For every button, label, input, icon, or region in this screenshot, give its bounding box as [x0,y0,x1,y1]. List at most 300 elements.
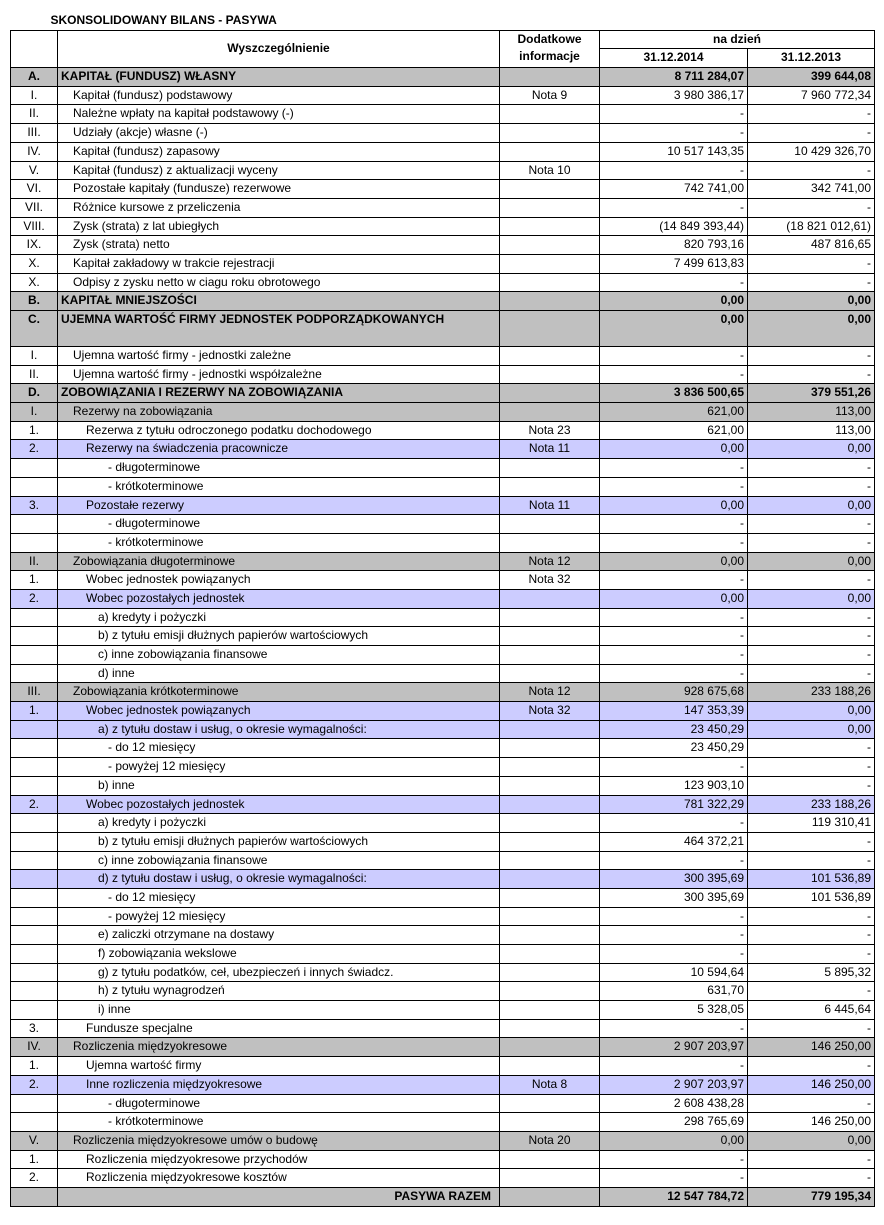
row-description: b) z tytułu emisji dłużnych papierów wartościowych [58,627,500,646]
row-value-2014: 781 322,29 [600,795,748,814]
row-note [500,459,600,478]
table-row [11,1169,875,1188]
row-note [500,198,600,217]
table-row [11,254,875,273]
row-value-2013: - [748,608,875,627]
row-value-2013: 0,00 [748,496,875,515]
row-number [11,664,58,683]
row-note [500,347,600,366]
row-number [11,608,58,627]
row-number: X. [11,254,58,273]
row-note [500,273,600,292]
table-body [11,68,875,1188]
row-value-2014: 0,00 [600,292,748,311]
table-row [11,403,875,422]
table-row [11,236,875,255]
row-number: 3. [11,496,58,515]
table-row [11,608,875,627]
row-number: VII. [11,198,58,217]
table-row [11,515,875,534]
row-description: - krótkoterminowe [58,477,500,496]
row-value-2014: 621,00 [600,403,748,422]
row-note [500,1150,600,1169]
row-note [500,236,600,255]
row-description: g) z tytułu podatków, ceł, ubezpieczeń i innych świadcz. [58,963,500,982]
table-row [11,311,875,347]
row-value-2013: - [748,664,875,683]
row-number [11,758,58,777]
row-value-2014: 123 903,10 [600,776,748,795]
row-number [11,888,58,907]
row-value-2013: - [748,851,875,870]
row-description: Kapitał (fundusz) zapasowy [58,142,500,161]
row-value-2014: 2 608 438,28 [600,1094,748,1113]
row-number: IV. [11,1038,58,1057]
row-description: a) kredyty i pożyczki [58,608,500,627]
row-note [500,627,600,646]
row-value-2013: 0,00 [748,720,875,739]
row-note [500,646,600,665]
table-row [11,142,875,161]
row-description: c) inne zobowiązania finansowe [58,646,500,665]
row-note [500,832,600,851]
row-number [11,739,58,758]
row-value-2013: - [748,1169,875,1188]
header-description [58,30,500,67]
row-value-2013: - [748,945,875,964]
row-number [11,870,58,889]
row-description: - krótkoterminowe [58,533,500,552]
row-number: 2. [11,589,58,608]
header-description-label: Wyszczególnienie [227,41,330,56]
row-value-2013: 146 250,00 [748,1113,875,1132]
total-info-cell [500,1187,600,1206]
row-number: 2. [11,1169,58,1188]
row-number: VIII. [11,217,58,236]
row-number: I. [11,347,58,366]
total-row [11,1187,875,1206]
row-note: Nota 11 [500,440,600,459]
row-description: Kapitał (fundusz) z aktualizacji wyceny [58,161,500,180]
row-number: C. [11,311,58,347]
row-number [11,1001,58,1020]
row-value-2014: 23 450,29 [600,739,748,758]
row-description: Rozliczenia międzyokresowe umów o budowę [58,1131,500,1150]
row-note [500,1019,600,1038]
row-note [500,403,600,422]
row-number [11,1094,58,1113]
table-row [11,124,875,143]
row-note [500,870,600,889]
table-row [11,702,875,721]
header-date-group: na dzień [600,30,875,49]
row-value-2013: 487 816,65 [748,236,875,255]
row-description: Rezerwy na zobowiązania [58,403,500,422]
table-row [11,180,875,199]
row-value-2014: - [600,627,748,646]
row-description: a) z tytułu dostaw i usług, o okresie wymagalności: [58,720,500,739]
table-row [11,347,875,366]
row-description: e) zaliczki otrzymane na dostawy [58,926,500,945]
row-value-2014: - [600,926,748,945]
row-note [500,963,600,982]
row-value-2013: - [748,161,875,180]
row-number: B. [11,292,58,311]
row-note [500,608,600,627]
row-number: III. [11,124,58,143]
row-note: Nota 32 [500,571,600,590]
row-number [11,477,58,496]
row-value-2014: - [600,1057,748,1076]
row-value-2013: 0,00 [748,440,875,459]
row-value-2014: 631,70 [600,982,748,1001]
row-number [11,720,58,739]
row-number [11,515,58,534]
table-row [11,720,875,739]
table-row [11,533,875,552]
row-description: - powyżej 12 miesięcy [58,758,500,777]
row-value-2013: - [748,105,875,124]
row-description: c) inne zobowiązania finansowe [58,851,500,870]
row-number: 2. [11,1075,58,1094]
row-value-2014: - [600,198,748,217]
row-value-2014: - [600,273,748,292]
row-value-2013: 233 188,26 [748,795,875,814]
row-value-2013: 7 960 772,34 [748,86,875,105]
row-description: Ujemna wartość firmy - jednostki zależne [58,347,500,366]
row-note [500,664,600,683]
row-description: Wobec jednostek powiązanych [58,571,500,590]
row-value-2013: 146 250,00 [748,1038,875,1057]
total-value-2014: 12 547 784,72 [600,1187,748,1206]
table-row [11,907,875,926]
row-description: Wobec pozostałych jednostek [58,589,500,608]
row-note [500,311,600,347]
row-value-2014: 147 353,39 [600,702,748,721]
row-value-2014: - [600,758,748,777]
row-value-2014: 10 594,64 [600,963,748,982]
row-description: Kapitał (fundusz) podstawowy [58,86,500,105]
row-note [500,739,600,758]
row-value-2013: - [748,758,875,777]
row-value-2013: 0,00 [748,702,875,721]
row-note [500,105,600,124]
row-value-2014: - [600,814,748,833]
row-number [11,533,58,552]
row-value-2013: 10 429 326,70 [748,142,875,161]
row-value-2014: - [600,608,748,627]
row-value-2014: 3 836 500,65 [600,384,748,403]
row-value-2014: 464 372,21 [600,832,748,851]
row-note [500,292,600,311]
row-value-2013: - [748,627,875,646]
row-description: Zobowiązania długoterminowe [58,552,500,571]
row-note [500,254,600,273]
row-value-2013: - [748,646,875,665]
row-value-2014: 2 907 203,97 [600,1075,748,1094]
row-description: UJEMNA WARTOŚĆ FIRMY JEDNOSTEK PODPORZĄDKOWANYCH [58,311,500,347]
row-value-2013: - [748,365,875,384]
row-value-2014: - [600,124,748,143]
row-value-2014: (14 849 393,44) [600,217,748,236]
row-value-2014: 928 675,68 [600,683,748,702]
row-value-2013: 0,00 [748,552,875,571]
row-number: IX. [11,236,58,255]
row-note [500,945,600,964]
row-note [500,1169,600,1188]
row-value-2013: - [748,124,875,143]
row-description: i) inne [58,1001,500,1020]
table-row [11,776,875,795]
row-note [500,1113,600,1132]
total-value-2013: 779 195,34 [748,1187,875,1206]
row-note [500,533,600,552]
table-row [11,365,875,384]
row-number [11,963,58,982]
table-row [11,86,875,105]
header-info [500,30,600,67]
row-note [500,907,600,926]
row-value-2013: - [748,347,875,366]
row-number: I. [11,403,58,422]
row-value-2013: 0,00 [748,292,875,311]
table-row [11,814,875,833]
table-row [11,1075,875,1094]
row-number: 1. [11,702,58,721]
row-description: - do 12 miesięcy [58,888,500,907]
row-number [11,646,58,665]
row-value-2014: - [600,851,748,870]
table-row [11,664,875,683]
row-number: D. [11,384,58,403]
row-number [11,926,58,945]
row-value-2014: - [600,646,748,665]
table-row [11,105,875,124]
row-note [500,217,600,236]
row-note [500,1001,600,1020]
table-row [11,1019,875,1038]
row-value-2014: 0,00 [600,1131,748,1150]
row-description: KAPITAŁ (FUNDUSZ) WŁASNY [58,68,500,87]
row-value-2014: - [600,1019,748,1038]
row-note [500,758,600,777]
total-label: PASYWA RAZEM [58,1187,500,1206]
row-description: - powyżej 12 miesięcy [58,907,500,926]
row-note [500,1038,600,1057]
row-value-2014: - [600,365,748,384]
row-number: V. [11,161,58,180]
row-value-2013: 6 445,64 [748,1001,875,1020]
row-value-2013: - [748,571,875,590]
row-note [500,776,600,795]
row-note [500,888,600,907]
table-row [11,982,875,1001]
table-row [11,1150,875,1169]
row-description: a) kredyty i pożyczki [58,814,500,833]
row-number: 1. [11,1057,58,1076]
table-row [11,440,875,459]
row-description: Ujemna wartość firmy - jednostki współzależne [58,365,500,384]
row-description: ZOBOWIĄZANIA I REZERWY NA ZOBOWIĄZANIA [58,384,500,403]
row-note: Nota 12 [500,683,600,702]
row-note [500,851,600,870]
row-value-2014: 23 450,29 [600,720,748,739]
row-description: - długoterminowe [58,515,500,534]
row-description: Inne rozliczenia międzyokresowe [58,1075,500,1094]
table-row [11,795,875,814]
row-value-2014: - [600,161,748,180]
row-number [11,627,58,646]
table-row [11,646,875,665]
row-value-2014: - [600,907,748,926]
row-value-2014: 300 395,69 [600,870,748,889]
row-number: 3. [11,1019,58,1038]
row-value-2013: - [748,477,875,496]
row-value-2014: - [600,571,748,590]
row-value-2014: 5 328,05 [600,1001,748,1020]
table-row [11,217,875,236]
total-number-cell [11,1187,58,1206]
row-number: II. [11,365,58,384]
row-value-2013: - [748,254,875,273]
table-row [11,198,875,217]
row-value-2013: 101 536,89 [748,888,875,907]
row-value-2013: - [748,1019,875,1038]
row-value-2014: 0,00 [600,440,748,459]
row-value-2014: - [600,1150,748,1169]
table-row [11,161,875,180]
row-value-2013: - [748,926,875,945]
row-value-2013: 0,00 [748,311,875,347]
table-row [11,963,875,982]
row-number [11,851,58,870]
row-value-2013: - [748,515,875,534]
table-row [11,1113,875,1132]
row-description: Rozliczenia międzyokresowe kosztów [58,1169,500,1188]
row-note: Nota 20 [500,1131,600,1150]
row-value-2013: 101 536,89 [748,870,875,889]
row-note: Nota 11 [500,496,600,515]
table-row [11,739,875,758]
row-number [11,982,58,1001]
table-row [11,421,875,440]
table-row [11,683,875,702]
row-number: X. [11,273,58,292]
row-description: b) z tytułu emisji dłużnych papierów wartościowych [58,832,500,851]
row-number: 1. [11,421,58,440]
row-value-2013: - [748,1094,875,1113]
table-row [11,1001,875,1020]
row-note [500,589,600,608]
header-info-line1: Dodatkowe [517,31,582,46]
row-value-2014: 820 793,16 [600,236,748,255]
row-value-2014: - [600,664,748,683]
row-value-2014: 0,00 [600,552,748,571]
table-row [11,384,875,403]
table-row [11,589,875,608]
table-row [11,496,875,515]
row-number [11,945,58,964]
table-row [11,870,875,889]
row-note: Nota 32 [500,702,600,721]
row-value-2013: 0,00 [748,589,875,608]
row-note [500,365,600,384]
row-value-2013: - [748,273,875,292]
row-note [500,814,600,833]
row-value-2014: - [600,533,748,552]
row-description: Wobec jednostek powiązanych [58,702,500,721]
row-note [500,477,600,496]
page-title: SKONSOLIDOWANY BILANS - PASYWA [50,13,277,27]
row-number: 1. [11,1150,58,1169]
row-value-2014: 7 499 613,83 [600,254,748,273]
row-value-2013: 399 644,08 [748,68,875,87]
table-row [11,1038,875,1057]
table-row [11,851,875,870]
row-number: I. [11,86,58,105]
row-value-2013: - [748,1150,875,1169]
row-value-2014: 2 907 203,97 [600,1038,748,1057]
balance-table [10,12,875,1207]
row-value-2014: - [600,945,748,964]
row-number [11,832,58,851]
row-value-2013: - [748,1057,875,1076]
row-value-2014: 3 980 386,17 [600,86,748,105]
table-row [11,1057,875,1076]
table-row [11,1094,875,1113]
row-description: Pozostałe kapitały (fundusze) rezerwowe [58,180,500,199]
row-description: Zysk (strata) z lat ubiegłych [58,217,500,236]
row-description: Rezerwy na świadczenia pracownicze [58,440,500,459]
row-description: Ujemna wartość firmy [58,1057,500,1076]
row-value-2014: 0,00 [600,496,748,515]
table-row [11,1131,875,1150]
row-description: Rozliczenia międzyokresowe przychodów [58,1150,500,1169]
row-value-2013: - [748,739,875,758]
row-value-2014: - [600,459,748,478]
row-number: 2. [11,440,58,459]
row-value-2014: 0,00 [600,589,748,608]
row-value-2013: 5 895,32 [748,963,875,982]
row-number: A. [11,68,58,87]
row-description: Pozostałe rezerwy [58,496,500,515]
row-number: VI. [11,180,58,199]
row-number [11,1113,58,1132]
row-note [500,124,600,143]
row-description: Należne wpłaty na kapitał podstawowy (-) [58,105,500,124]
row-description: Zobowiązania krótkoterminowe [58,683,500,702]
row-description: b) inne [58,776,500,795]
row-description: d) inne [58,664,500,683]
row-number: III. [11,683,58,702]
row-description: Różnice kursowe z przeliczenia [58,198,500,217]
table-row [11,273,875,292]
row-note: Nota 23 [500,421,600,440]
row-description: f) zobowiązania wekslowe [58,945,500,964]
row-description: d) z tytułu dostaw i usług, o okresie wymagalności: [58,870,500,889]
row-description: - długoterminowe [58,459,500,478]
table-row [11,926,875,945]
row-number: 2. [11,795,58,814]
row-note [500,1057,600,1076]
table-row [11,758,875,777]
row-number [11,459,58,478]
row-value-2014: - [600,1169,748,1188]
table-row [11,552,875,571]
row-number: 1. [11,571,58,590]
row-value-2013: - [748,533,875,552]
row-value-2013: 379 551,26 [748,384,875,403]
